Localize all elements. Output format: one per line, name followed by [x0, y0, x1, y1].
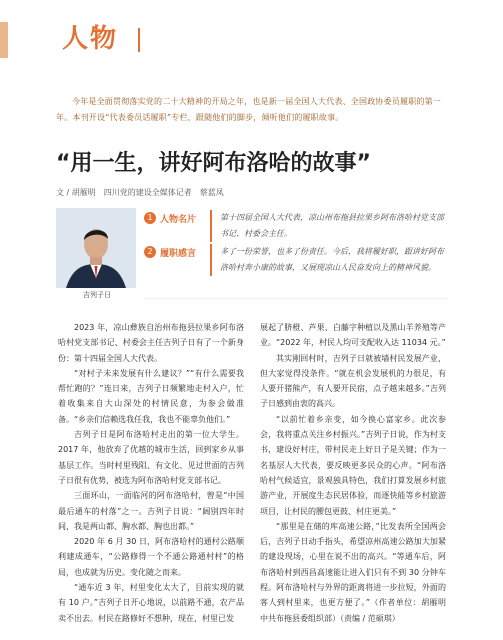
body-paragraph: 2023 年，凉山彝族自治州布拖县拉果乡阿布洛哈村党支部书记、村委会主任吉列子日有了一个新身份：第十四届全国人大代表。 — [58, 323, 244, 363]
profile-card-statement — [144, 244, 447, 276]
article-body — [58, 320, 454, 630]
body-paragraph: “以前忙着乡亲变，如今换心富家乡。此次参会，我将重点关注乡村振兴。”吉列子日说，作为村支书，建设好村庄，带村民走上好日子是关键；作为一名基层人大代表，要反映更多民众的心声。“阿布洛哈村气候适宜，景观独具特色，我们打算发展乡村旅游产业，开展度生态民居体验，而逐快能等乡村旅游项目，让村民的腰包更鼓、村庄更美。” — [260, 414, 446, 516]
profile-portrait-block — [56, 208, 138, 300]
article-column-right — [260, 320, 454, 630]
body-paragraph: 2020 年 6 月 30 日，阿布洛哈村的通村公路顺利建成通车，“公路修得一个不通公路通村村”的格局，也成就为历史。变化随之而来。 — [58, 537, 244, 577]
column-intro: 今年是全面贯彻落实党的二十大精神的开局之年，也是新一届全国人大代表、全国政协委员履职的第一年。本刊开设“代表委员话履职”专栏，跟随他们的脚步，倾听他们的履职故事。 — [56, 97, 441, 122]
article-column-left — [58, 320, 244, 630]
article-byline: 文 / 胡雁明 四川党的建设全媒体记者 蔡蓝凤 — [56, 188, 224, 197]
body-paragraph: 吉列子日是阿布洛哈村走出的第一位大学生。2017 年，他放弃了优越的城市生活，回到家乡从事基层工作。当时村里残阻、有文化、见过世面的吉列子日很有优势，被选为阿布洛哈村党支部书记。 — [58, 430, 244, 485]
card-number-badge: 2 — [144, 246, 156, 258]
portrait-illustration — [56, 208, 136, 288]
section-header — [0, 22, 180, 58]
card-label: 人物名片 — [160, 215, 197, 225]
profile-card-divider — [144, 290, 447, 299]
card-text: 第十四届全国人大代表，凉山州布拖县拉果乡阿布洛哈村党支部书记、村委会主任。 — [210, 210, 446, 242]
body-paragraph: 展起了脐橙、芦果、白藤字种植以及黑山羊养殖等产业。“2022 年，村民人均可支配收入达 11034 元。” — [260, 323, 446, 348]
body-paragraph: “对村子未来发展有什么建议？”“有什么需要我帮忙跑的？”连日来，吉列子日频繁地走村入户，忙着收集来自大山深处的村情民意，为参会做准备。“乡亲们信赖选我任我，我也不能辜负他们。” — [58, 368, 244, 424]
body-paragraph: “通车近 3 年，村里变化太大了，目前实现的就有 10 户。”吉列子日开心地说，以前路不通，农产品卖不出去。村民在路修好不想种，现在，村里已发 — [58, 583, 244, 623]
header-divider — [138, 28, 140, 52]
section-title: 人物 — [62, 24, 119, 54]
profile-card-name — [144, 210, 447, 242]
body-paragraph: 三面环山，一面临河的阿布洛哈村，曾是“中国最后通车的村落”之一。吉列子日说：“阔别四年时间，我是两山都、胸水都、胸也出都。” — [58, 491, 244, 531]
body-paragraph: 其实刚回村时，吉列子日就被墙村民发展产业，但大家觉得没条件。“就在机会发展机的力很足，有人要开猪熊产，有人要开民宿，点子越来越多。”吉列子日感到由衷的高兴。 — [260, 353, 446, 409]
card-number-badge: 1 — [144, 212, 156, 224]
article-headline: “用一生，讲好阿布洛哈的故事” — [56, 151, 371, 176]
card-label: 履职感言 — [160, 249, 197, 259]
portrait-caption: 吉列子日 — [83, 291, 111, 299]
body-paragraph: “那里是在储的库高速公路，”比发表所全国两会后，吉列子日动手指头，希望凉州高速公路加大加紧的建设现场，心里在说不出的高兴。“等通车后，阿布洛哈村到西昌高速能让进入们只有不到 30 分钟车程。阿布洛哈村与外界的距离将进一步拉短，外面的客人到村里来，也更方便了。”（作者单位：胡雁明 中共布拖县委组织部）（责编 / 范硕琪） — [260, 521, 454, 623]
header-accent-bar — [0, 22, 8, 58]
portrait-photo — [56, 208, 136, 288]
card-text: 多了一份荣誉，也多了份责任。今后，我将履好职，跟讲好阿布洛哈村奔小康的故事，又展现凉山人民奋发向上的精神风貌。 — [210, 244, 446, 276]
